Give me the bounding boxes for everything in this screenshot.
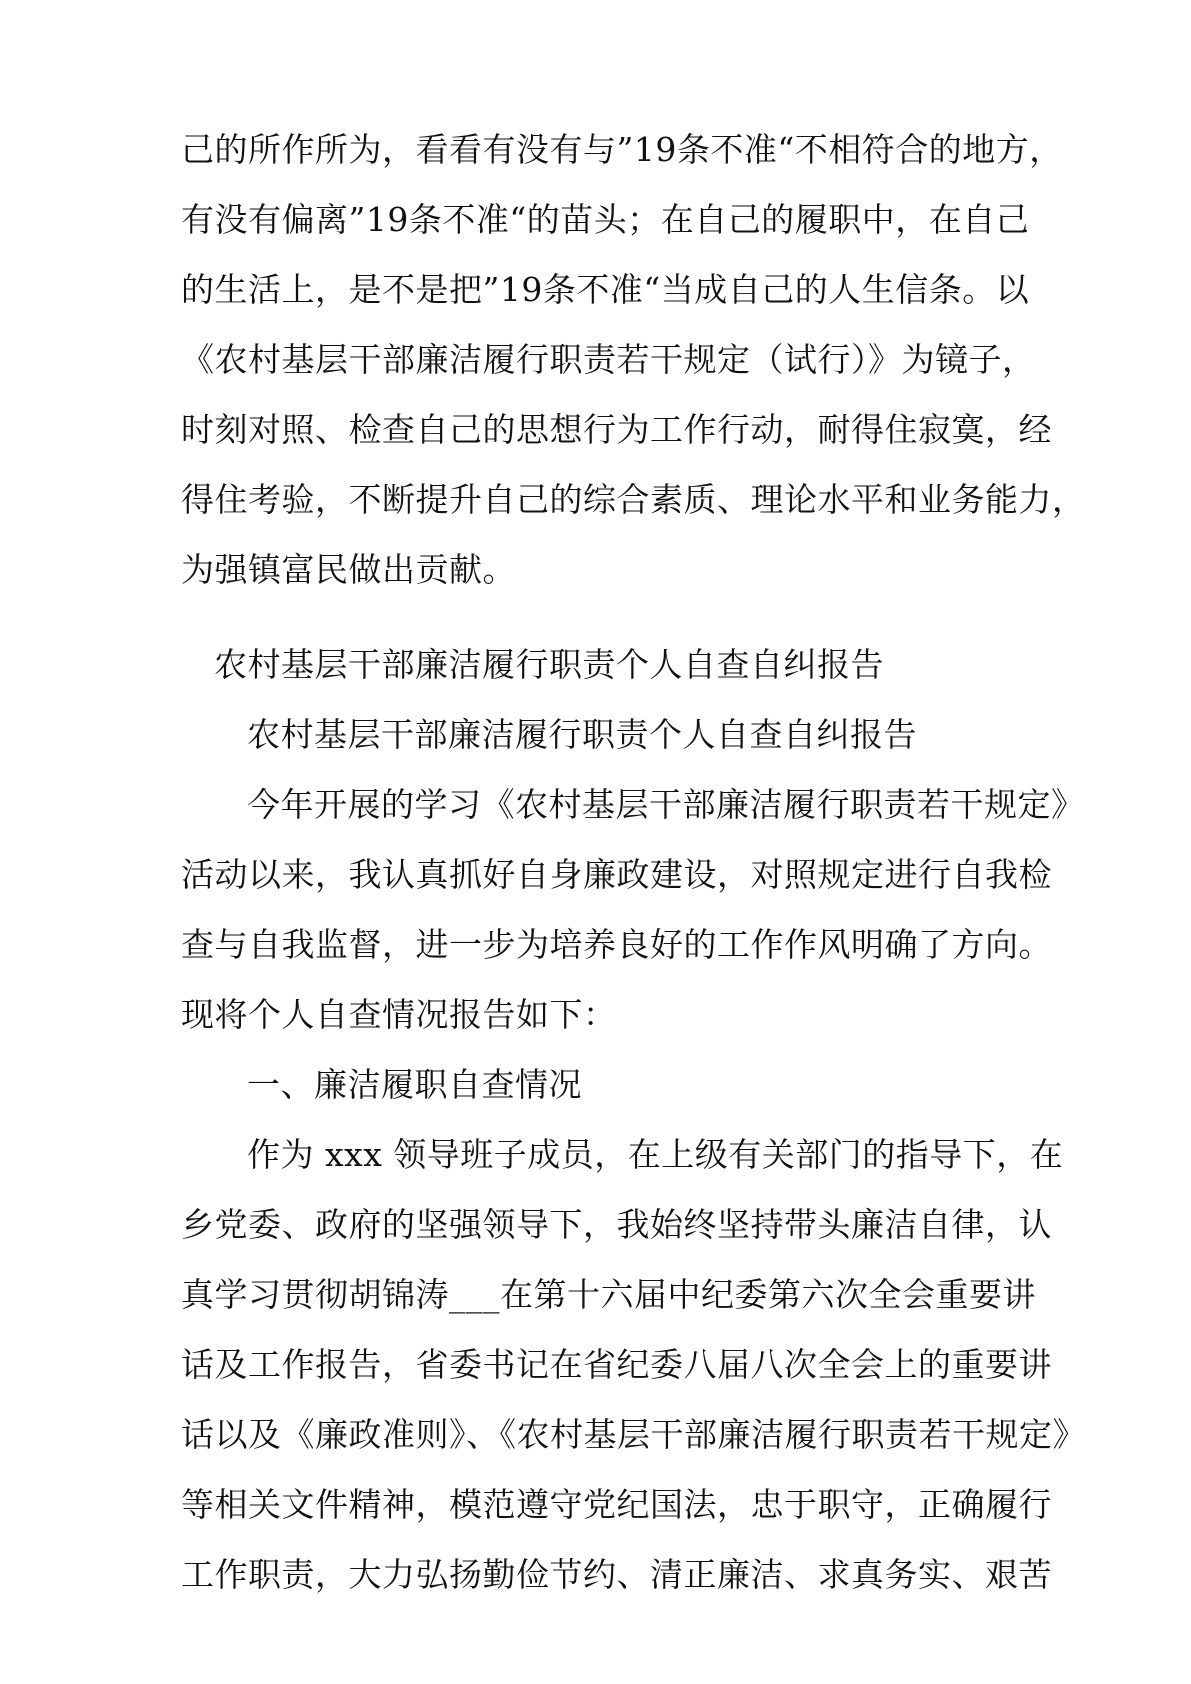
text-line: 话及工作报告，省委书记在省纪委八届八次全会上的重要讲 — [181, 1345, 1052, 1384]
text-line: 《农村基层干部廉洁履行职责若干规定（试行）》为镜子， — [181, 340, 1036, 379]
text-line: 工作职责，大力弘扬勤俭节约、清正廉洁、求真务实、艰苦 — [181, 1555, 1052, 1594]
text-line: 有没有偏离”19条不准“的苗头；在自己的履职中，在自己 — [181, 200, 1030, 239]
text-line: 乡党委、政府的坚强领导下，我始终坚持带头廉洁自律，认 — [181, 1205, 1052, 1244]
report-section — [181, 630, 1086, 1610]
report-heading: 农村基层干部廉洁履行职责个人自查自纠报告 — [214, 645, 884, 684]
text-line: 活动以来，我认真抓好自身廉政建设，对照规定进行自我检 — [181, 855, 1052, 894]
text-line: 真学习贯彻胡锦涛___在第十六届中纪委第六次全会重要讲 — [181, 1275, 1036, 1314]
report-subheading: 农村基层干部廉洁履行职责个人自查自纠报告 — [247, 715, 917, 754]
text-line: 己的所作所为，看看有没有与”19条不准“不相符合的地方， — [181, 130, 1063, 169]
text-line: 的生活上，是不是把”19条不准“当成自己的人生信条。以 — [181, 270, 1030, 309]
text-line: 今年开展的学习《农村基层干部廉洁履行职责若干规定》 — [247, 785, 1085, 824]
text-line: 得住考验，不断提升自己的综合素质、理论水平和业务能力， — [181, 480, 1086, 519]
paragraph-continuation — [181, 115, 1086, 605]
section-title: 一、廉洁履职自查情况 — [247, 1065, 582, 1104]
text-line: 查与自我监督，进一步为培养良好的工作作风明确了方向。 — [181, 925, 1052, 964]
text-line: 现将个人自查情况报告如下： — [181, 995, 617, 1034]
text-line: 为强镇富民做出贡献。 — [181, 550, 516, 589]
text-line: 作为 xxx 领导班子成员，在上级有关部门的指导下，在 — [247, 1135, 1064, 1174]
text-line: 等相关文件精神，模范遵守党纪国法，忠于职守，正确履行 — [181, 1485, 1052, 1524]
text-line: 时刻对照、检查自己的思想行为工作行动，耐得住寂寞，经 — [181, 410, 1052, 449]
text-line: 话以及《廉政准则》、《农村基层干部廉洁履行职责若干规定》 — [181, 1415, 1086, 1454]
